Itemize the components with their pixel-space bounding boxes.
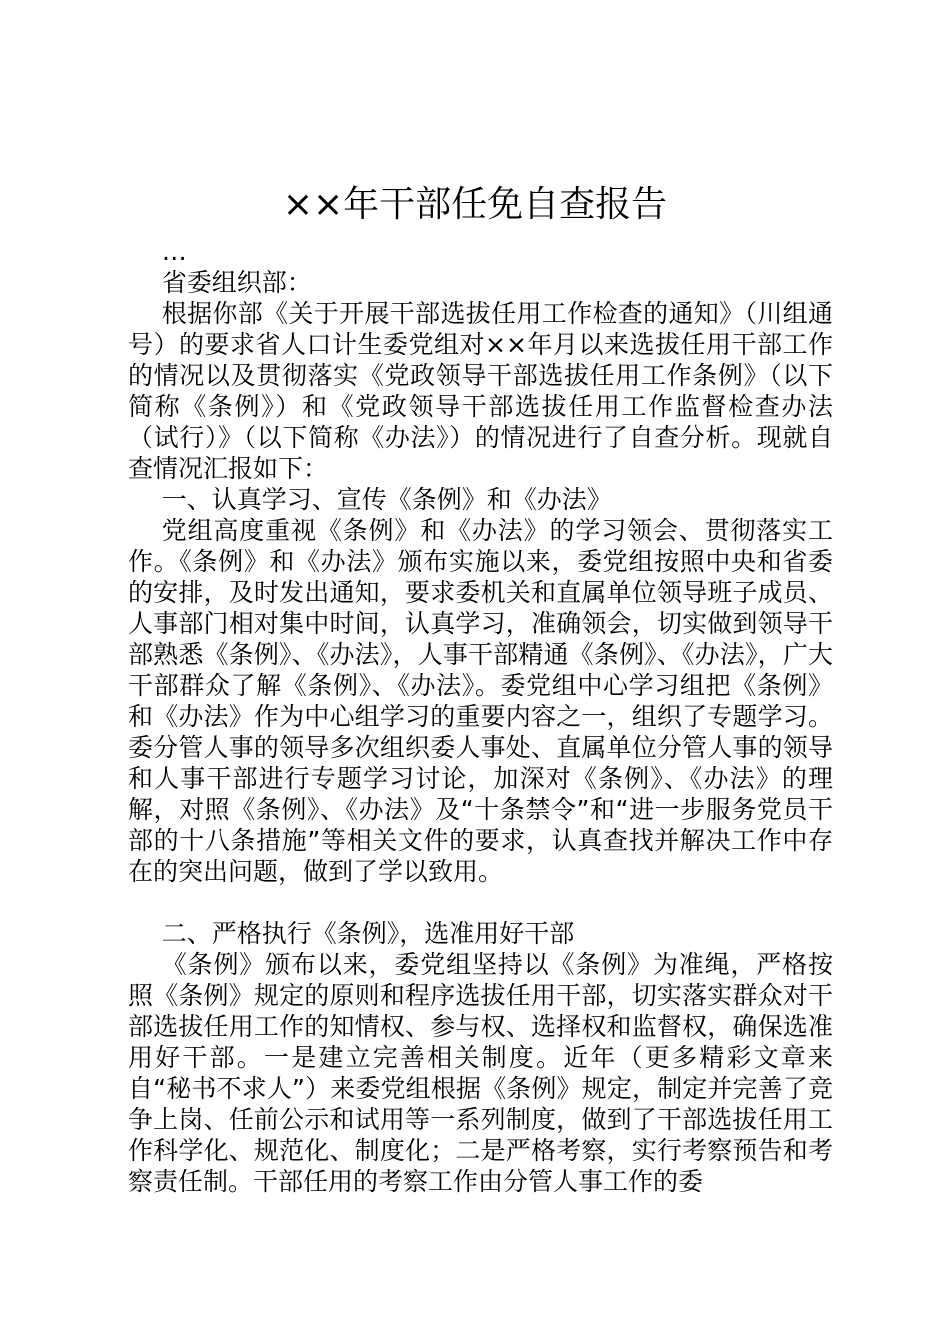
paragraph-spacer [128, 887, 833, 918]
section-body-2: 《条例》颁布以来，委党组坚持以《条例》为准绳，严格按照《条例》规定的原则和程序选拔任用干部，切实落实群众对干部选拔任用工作的知情权、参与权、选择权和监督权，确保选准用好干部。一是建立完善相关制度。近年（更多精彩文章来自“秘书不求人”）来委党组根据《条例》规定，制定并完善了竞争上岗、任前公示和试用等一系列制度，做到了干部选拔任用工作科学化、规范化、制度化；二是严格考察，实行考察预告和考察责任制。干部任用的考察工作由分管人事工作的委 [128, 950, 833, 1196]
salutation: 省委组织部： [161, 268, 312, 297]
section-heading-2: 二、严格执行《条例》，选准用好干部 [161, 919, 575, 948]
document-body [128, 236, 833, 1197]
intro-paragraph: 根据你部《关于开展干部选拔任用工作检查的通知》（川组通号）的要求省人口计生委党组对××年月以来选拔任用干部工作的情况以及贯彻落实《党政领导干部选拔任用工作条例》（以下简称《条例》）和《党政领导干部选拔任用工作监督检查办法（试行）》（以下简称《办法》）的情况进行了自查分析。现就自查情况汇报如下： [128, 299, 833, 483]
section-heading-1: 一、认真学习、宣传《条例》和《办法》 [161, 485, 612, 514]
document-title: ××年干部任免自查报告 [282, 184, 668, 225]
section-body-1: 党组高度重视《条例》和《办法》的学习领会、贯彻落实工作。《条例》和《办法》颁布实施以来，委党组按照中央和省委的安排，及时发出通知，要求委机关和直属单位领导班子成员、人事部门相对集中时间，认真学习，准确领会，切实做到领导干部熟悉《条例》、《办法》，人事干部精通《条例》、《办法》，广大干部群众了解《条例》、《办法》。委党组中心学习组把《条例》和《办法》作为中心组学习的重要内容之一，组织了专题学习。委分管人事的领导多次组织委人事处、直属单位分管人事的领导和人事干部进行专题学习讨论，加深对《条例》、《办法》的理解，对照《条例》、《办法》及“十条禁令”和“进一步服务党员干部的十八条措施”等相关文件的要求，认真查找并解决工作中存在的突出问题，做到了学以致用。 [128, 516, 833, 886]
ellipsis-line: … [161, 237, 187, 266]
